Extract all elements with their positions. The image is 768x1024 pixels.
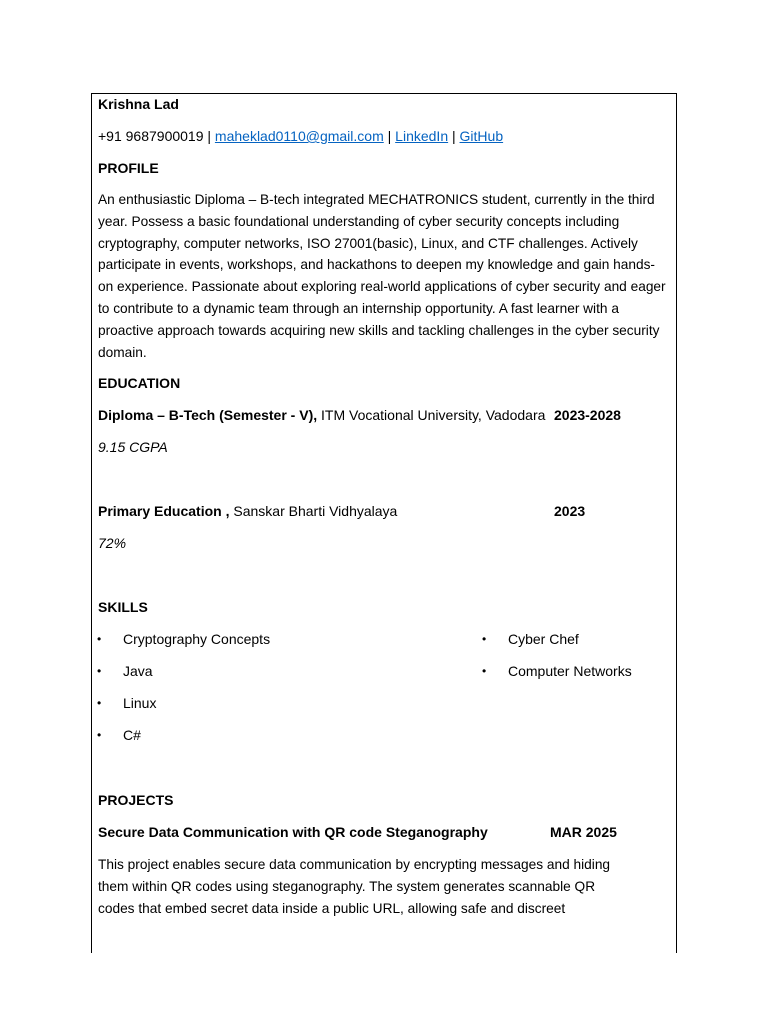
bullet-icon: •	[97, 632, 102, 646]
linkedin-link[interactable]: LinkedIn	[395, 128, 449, 144]
phone-number: +91 9687900019	[98, 128, 204, 144]
bullet-icon: •	[97, 728, 102, 742]
project-description: This project enables secure data communication by encrypting messages and hiding them within QR codes using steganography. The system generates scannable QR codes that embed secret data inside a public URL, allowing safe and discreet	[98, 857, 611, 916]
skill-item: Computer Networks	[508, 663, 632, 679]
github-link[interactable]: GitHub	[459, 128, 504, 144]
profile-text: An enthusiastic Diploma – B-tech integrated MECHATRONICS student, currently in the third year. Possess a basic foundational understanding of cyber security concepts including cryptography, computer networks, ISO 27001(basic), Linux, and CTF challenges. Actively participate in events, workshops, and hackathons to deepen my knowledge and gain hands-on experience. Passionate about exploring real-world applications of cyber security and eager to contribute to a dynamic team through an internship opportunity. A fast learner with a proactive approach towards acquiring new skills and tackling challenges in the cyber security domain.	[98, 192, 666, 360]
bullet-icon: •	[97, 696, 102, 710]
candidate-name: Krishna Lad	[98, 96, 179, 112]
separator: |	[207, 128, 212, 144]
bullet-icon: •	[97, 664, 102, 678]
profile-heading: PROFILE	[98, 160, 159, 176]
education-years: 2023-2028	[554, 407, 621, 423]
education-entry	[98, 405, 545, 425]
project-date: MAR 2025	[550, 824, 617, 840]
institution-name: Sanskar Bharti Vidhyalaya	[229, 503, 398, 519]
project-title: Secure Data Communication with QR code Steganography	[98, 824, 488, 840]
resume-page	[91, 93, 677, 953]
institution-name: ITM Vocational University, Vadodara	[317, 407, 546, 423]
skill-item: Java	[123, 663, 153, 679]
bullet-icon: •	[482, 632, 487, 646]
education-heading: EDUCATION	[98, 375, 181, 391]
separator: |	[452, 128, 456, 144]
skill-item: C#	[123, 727, 141, 743]
bullet-icon: •	[482, 664, 487, 678]
degree-title: Diploma – B-Tech (Semester - V),	[98, 407, 318, 423]
skill-item: Linux	[123, 695, 157, 711]
degree-title: Primary Education ,	[98, 503, 230, 519]
skills-heading: SKILLS	[98, 599, 148, 615]
contact-line	[98, 126, 503, 146]
education-entry	[98, 501, 397, 521]
skill-item: Cyber Chef	[508, 631, 579, 647]
education-years: 2023	[554, 503, 586, 519]
projects-heading: PROJECTS	[98, 792, 174, 808]
education-score: 9.15 CGPA	[98, 439, 168, 455]
separator: |	[387, 128, 392, 144]
education-score: 72%	[98, 535, 127, 551]
email-link[interactable]: maheklad0110@gmail.com	[214, 128, 384, 144]
skill-item: Cryptography Concepts	[123, 631, 271, 647]
